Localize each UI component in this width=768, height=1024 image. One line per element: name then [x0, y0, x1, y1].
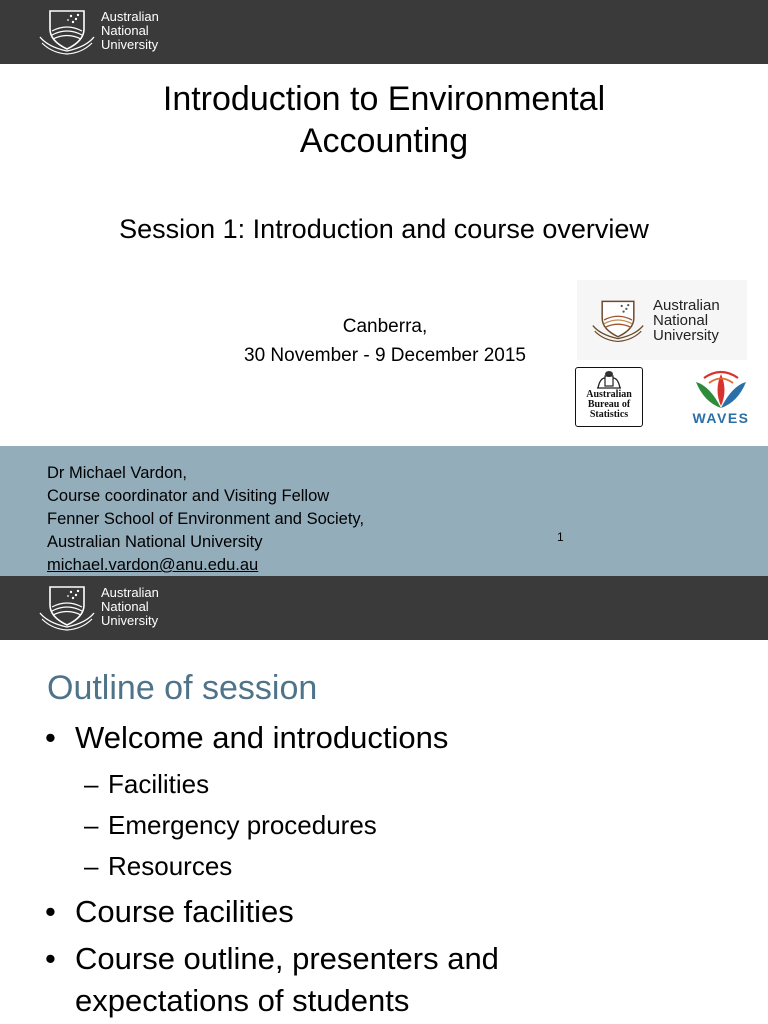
bullet-icon: •	[45, 941, 56, 976]
bullet-text: Course facilities	[75, 894, 294, 929]
partner-anu-line-1: Australian	[653, 296, 720, 314]
dash-icon: –	[84, 810, 99, 840]
anu-crest-icon	[38, 583, 96, 631]
sub-bullet-item	[84, 769, 209, 799]
coat-of-arms-icon	[594, 370, 624, 390]
session-subtitle: Session 1: Introduction and course overview	[119, 214, 649, 244]
sub-bullet-text: Resources	[108, 851, 233, 881]
anu-partner-wordmark	[653, 298, 720, 343]
abs-logo	[575, 367, 643, 427]
outline-title: Outline of session	[47, 669, 318, 707]
page-number: 1	[557, 530, 564, 544]
anu-logo	[38, 583, 159, 631]
anu-wordmark	[101, 586, 159, 628]
sub-bullet-item	[84, 810, 377, 840]
bullet-text: Welcome and introductions	[75, 720, 449, 755]
logo-line-2: National	[101, 23, 149, 38]
author-role: Course coordinator and Visiting Fellow	[47, 487, 330, 505]
logo-line-3: University	[101, 37, 159, 52]
anu-crest-icon	[591, 297, 645, 343]
sub-bullet-text: Facilities	[108, 769, 210, 799]
sub-bullet-text: Emergency procedures	[108, 810, 377, 840]
anu-logo	[38, 7, 159, 55]
logo-line-1: Australian	[101, 585, 159, 600]
author-block	[47, 462, 364, 576]
anu-wordmark	[101, 10, 159, 52]
author-email-link[interactable]: michael.vardon@anu.edu.au	[47, 556, 259, 574]
logo-line-3: University	[101, 613, 159, 628]
date-range: 30 November - 9 December 2015	[244, 345, 526, 366]
abs-line-2: Bureau of	[587, 399, 631, 410]
bullet-icon: •	[45, 720, 56, 755]
title-line-1: Introduction to Environmental	[162, 80, 606, 118]
waves-leaf-icon	[690, 368, 752, 412]
partner-anu-line-2: National	[653, 311, 709, 329]
bullet-text-line-1: Course outline, presenters and	[75, 941, 499, 976]
abs-line-1: Australian	[586, 389, 632, 400]
bullet-text-line-2: expectations of students	[75, 983, 410, 1018]
header-bar	[0, 0, 768, 64]
header-bar	[0, 576, 768, 640]
anu-partner-logo	[577, 280, 747, 360]
abs-line-3: Statistics	[589, 409, 629, 420]
sub-bullet-item	[84, 851, 232, 881]
anu-crest-icon	[38, 7, 96, 55]
title-line-2: Accounting	[299, 122, 469, 160]
partner-anu-line-3: University	[653, 326, 719, 344]
author-name: Dr Michael Vardon,	[47, 464, 188, 482]
dash-icon: –	[84, 851, 99, 881]
waves-wordmark: WAVES	[692, 410, 750, 426]
logo-line-2: National	[101, 599, 149, 614]
slide-title	[0, 78, 768, 162]
location: Canberra,	[342, 316, 428, 337]
slide-2	[0, 576, 768, 1024]
author-university: Australian National University	[47, 533, 263, 551]
bullet-icon: •	[45, 894, 56, 929]
author-school: Fenner School of Environment and Society,	[47, 510, 365, 528]
waves-logo	[686, 368, 756, 430]
dash-icon: –	[84, 769, 99, 799]
logo-line-1: Australian	[101, 9, 159, 24]
